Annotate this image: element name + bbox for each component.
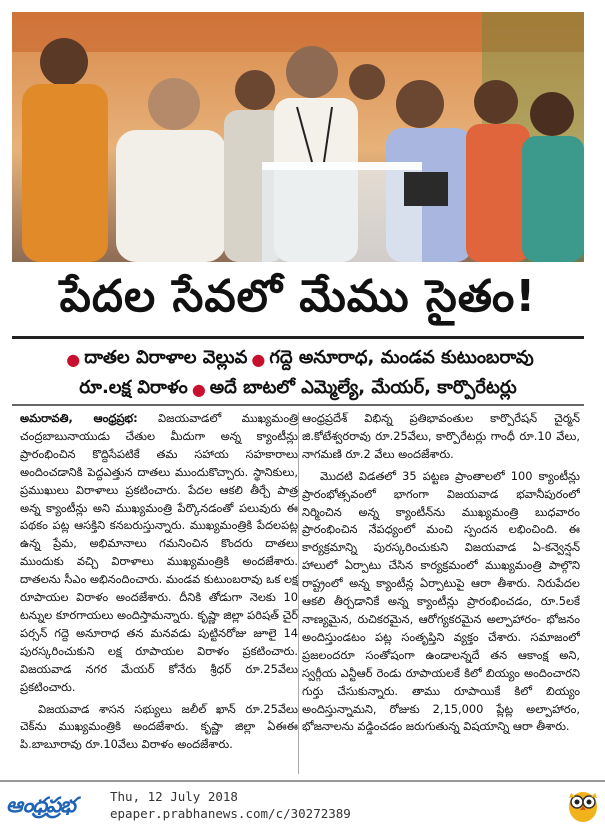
edition-url[interactable]: epaper.prabhanews.com/c/30272389	[110, 806, 351, 821]
column-divider	[298, 412, 299, 774]
news-photo	[12, 12, 584, 262]
subhead-line-1	[12, 344, 584, 374]
subhead-1a: దాతల విరాళాల వెల్లువ	[84, 346, 248, 368]
edition-date: Thu, 12 July 2018	[110, 789, 238, 804]
subhead-2a: రూ.లక్ష విరాళం	[79, 376, 188, 398]
paragraph-text: విజయవాడలో ముఖ్యమంత్రి చంద్రబాబునాయుడు చేతుల మీదుగా అన్న క్యాంటీన్లు ప్రారంభించిన కొద్దిసేపటికే తమ సహాయ సహకారాలు అందించడానికి పెద్దఎత్తున దాతలు ముందుకొచ్చారు. స్థానికులు, ప్రముఖులు విరాళాలు ప్రకటించారు. పేదల ఆకలి తీర్చే పాత్ర అన్న క్యాంటీన్లు అని ముఖ్యమంత్రి పేర్కొనడంతో పలువురు ఈ పథకం పట్ల ఆసక్తిని కనబరుస్తున్నారు. ముఖ్యమంత్రికి పేదలపట్ల ఉన్న ప్రేమ, అభిమానాలు గమనించిన కొందరు దాతలు ముందుకు వచ్చి విరాళాలు ముఖ్యమంత్రికి అందజేశారు. దాతలను సీఎం అభినందించారు. మండవ కుటుంబరావు ఒక లక్ష రూపాయల విరాళం అందజేశారు. దీనికి తోడుగా నెలకు 10 టన్నుల కూరగాయలు అందిస్తామన్నారు. కృష్ణా జిల్లా పరిషత్ చైర్ పర్సన్ గద్దె అనూరాధ తన మనవడు పుట్టినరోజు జూలై 14 పురస్కరించుకుని లక్ష రూపాయల విరాళం ప్రకటించారు. విజయవాడ నగర మేయర్ కోనేరు శ్రీధర్ రూ.25వేలు ప్రకటించారు.	[20, 411, 298, 694]
subhead-2b: అదే బాటలో ఎమ్మెల్యే, మేయర్, కార్పొరేటర్లు	[209, 376, 517, 398]
footer	[0, 783, 605, 826]
article-column-right	[302, 410, 580, 775]
photo-illustration	[12, 12, 584, 262]
paragraph: మొదటి విడతలో 35 పట్టణ ప్రాంతాలలో 100 క్యాంటీన్లు ప్రారంభోత్సవంలో భాగంగా విజయవాడ భవానీపురంలో నిర్మించిన అన్న క్యాంటీన్‌ను ముఖ్యమంత్రి బుధవారం ప్రారంభించిన నేపధ్యంలో మంచి స్పందన లభించింది. ఈ కార్యక్రమాన్ని పురస్కరించుకుని విజయవాడ ఏ-కన్వెన్షన్ హాలులో ఏర్పాటు చేసిన కార్యక్రమంలో ముఖ్యమంత్రి పాల్గొని రాష్ట్రంలో అన్న క్యాంటీన్ల ఏర్పాటుపై ఆరా తీశారు. నిరుపేదల ఆకలి తీర్చడానికే అన్న క్యాంటీన్లు ప్రారంభించడం, రూ.5లకే నాణ్యమైన, రుచికరమైన, ఆరోగ్యకరమైన అల్పాహారం- భోజనం అందిస్తుండటం పట్ల సంతృప్తిని వ్యక్తం చేశారు. సమాజంలో ప్రజలందరూ సంతోషంగా ఉండాలన్నదే తన ఆకాంక్ష అని, స్వర్గీయ ఎన్టీఆర్ రెండు రూపాయలకే కిలో బియ్యం అందించారని గుర్తు చేసుకున్నారు. తాము రూపాయికే కిలో బియ్యం అందిస్తున్నామని, రోజుకు 2,15,000 ప్లేట్ల అల్పాహారం, భోజనాలను వడ్డించడం జరుగుతున్న విషయాన్ని ఆరా తీశారు.	[302, 468, 580, 734]
bullet-icon: ●	[66, 349, 81, 369]
headline: పేదల సేవలో మేము సైతం!	[59, 271, 537, 322]
paragraph: విజయవాడ శాసన సభ్యులు జలీల్ ఖాన్ రూ.25వేలు చెక్‌ను ముఖ్యమంత్రికి అందజేశారు. కృష్ణా జిల్లా ఏఈఈ పి.బాబూరావు రూ.10వేలు విరాళం అందజేశారు.	[20, 701, 298, 752]
footer-divider	[0, 780, 605, 782]
owl-icon	[566, 787, 600, 823]
paragraph: ఆంధ్రప్రదేశ్ విభిన్న ప్రతిభావంతుల కార్పొరేషన్ చైర్మన్ జి.కోటేశ్వరరావు రూ.25వేలు, కార్పొరేటర్లు గాంధీ రూ.10 వేలు, నాగమణి రూ.2 వేలు అందజేశారు.	[302, 411, 580, 461]
subhead-1b: గద్దె అనూరాధ, మండవ కుటుంబరావు	[269, 346, 534, 368]
edition-meta	[110, 788, 351, 822]
newspaper-logo[interactable]: ఆంధ్రప్రభ	[6, 792, 75, 817]
subhead-divider	[12, 404, 584, 406]
dateline: అమరావతి, ఆంధ్రప్రభ:	[20, 411, 138, 425]
bullet-icon: ●	[251, 349, 266, 369]
subhead-line-2	[12, 374, 584, 404]
bullet-icon: ●	[191, 379, 206, 399]
article-column-left	[20, 410, 298, 775]
paragraph	[20, 410, 298, 697]
headline-divider	[12, 336, 584, 339]
